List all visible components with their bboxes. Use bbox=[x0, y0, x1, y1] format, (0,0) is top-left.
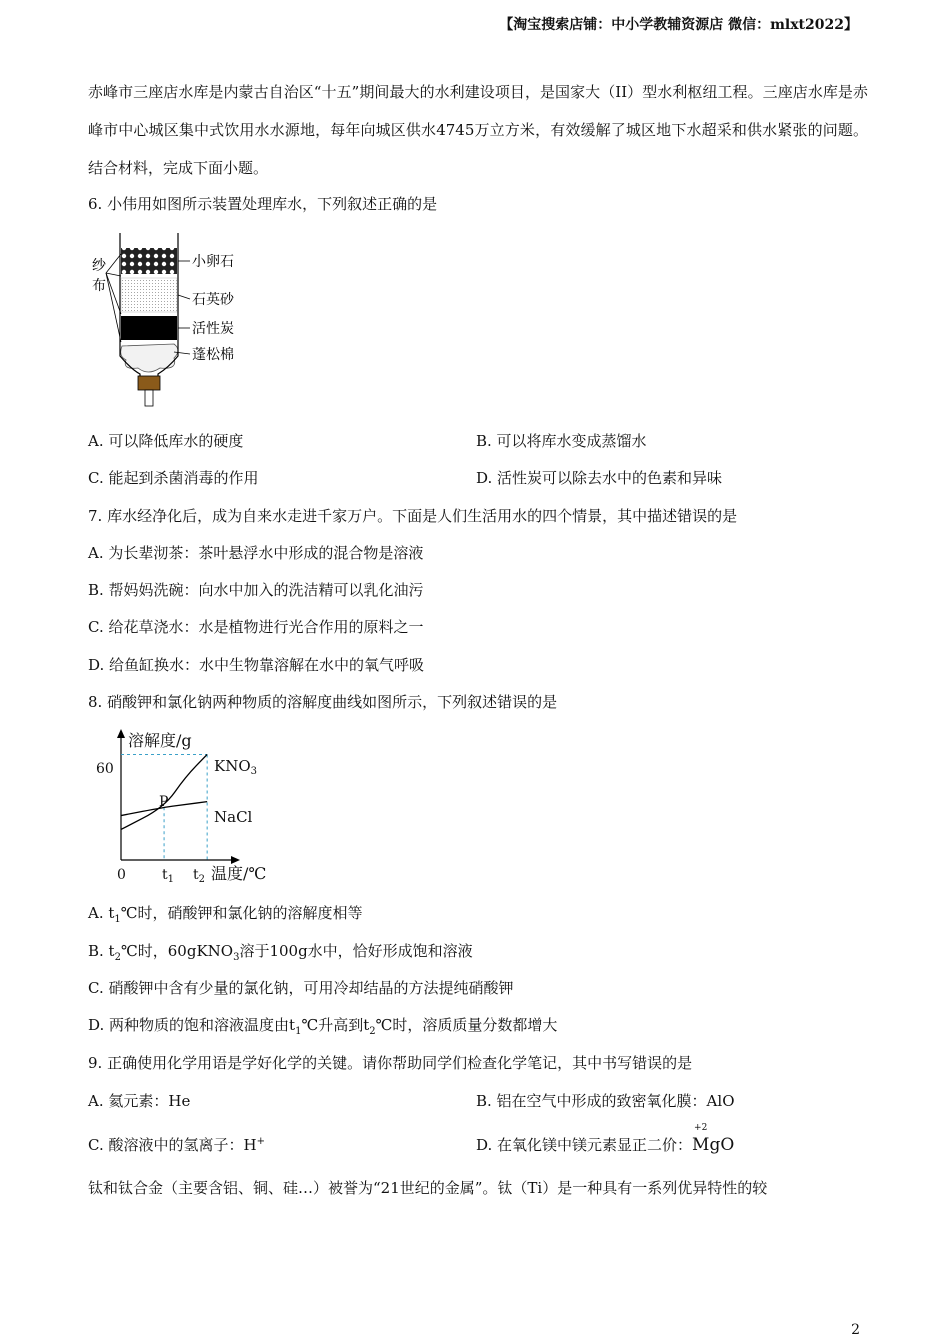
subscript: 2 bbox=[369, 1026, 376, 1037]
y-axis-arrow bbox=[117, 729, 125, 738]
subscript: 1 bbox=[295, 1026, 302, 1037]
kno3-series-label: $KNO_3$ bbox=[214, 757, 258, 777]
stopper bbox=[138, 376, 160, 390]
q6-option-b[interactable]: B. 可以将库水变成蒸馏水 bbox=[476, 432, 647, 450]
cotton-layer bbox=[121, 344, 178, 372]
q8-option-c[interactable]: C. 硝酸钾中含有少量的氯化钠，可用冷却结晶的方法提纯硝酸钾 bbox=[88, 979, 514, 997]
formula-part: gO bbox=[709, 1135, 735, 1155]
text-part: C. 酸溶液中的氢离子：H bbox=[88, 1136, 257, 1154]
page-header: 【淘宝搜索店铺：中小学教辅资源店 微信：mlxt2022】 bbox=[499, 17, 858, 33]
q6-stem: 6. 小伟用如图所示装置处理库水，下列叙述正确的是 bbox=[88, 195, 438, 213]
nacl-series-label: NaCl bbox=[214, 808, 253, 826]
text-part: B. t bbox=[88, 942, 115, 960]
q7-stem: 7. 库水经净化后，成为自来水走进千家万户。下面是人们生活用水的四个情景，其中描述错误的是 bbox=[88, 507, 738, 525]
layer-label: 石英砂 bbox=[192, 292, 234, 308]
kno3-curve bbox=[121, 754, 207, 829]
layer-label: 小卵石 bbox=[192, 254, 234, 270]
q6-option-d[interactable]: D. 活性炭可以除去水中的色素和异味 bbox=[476, 469, 723, 487]
q7-option-d[interactable]: D. 给鱼缸换水：水中生物靠溶解在水中的氧气呼吸 bbox=[88, 656, 425, 674]
intro-paragraph: 赤峰市三座店水库是内蒙古自治区“十五”期间最大的水利建设项目，是国家大（II）型水利枢纽工程。三座店水库是赤峰市中心城区集中式饮用水水源地，每年向城区供水4745万立方米，有效缓解了城区地下水超采和供水紧张的问题。结合材料，完成下面小题。 bbox=[88, 83, 868, 177]
y-tick-label: 60 bbox=[96, 761, 114, 777]
x-tick-label-t1: $t_1$ bbox=[162, 867, 175, 885]
valence-mark: +2 bbox=[694, 1123, 708, 1133]
superscript: + bbox=[256, 1136, 265, 1147]
text-part: ℃时，硝酸钾和氯化钠的溶解度相等 bbox=[120, 904, 363, 922]
subscript: 3 bbox=[233, 952, 240, 963]
sand-layer bbox=[121, 278, 177, 312]
pebble-layer bbox=[121, 248, 177, 274]
carbon-layer bbox=[121, 316, 177, 340]
gauze-label-2: 布 bbox=[92, 278, 106, 294]
text-part: D. 在氧化镁中镁元素显正二价： bbox=[476, 1136, 693, 1154]
text-part: 溶于100g水中，恰好形成饱和溶液 bbox=[239, 942, 473, 960]
page-number: 2 bbox=[851, 1322, 860, 1338]
outro-line: 钛和钛合金（主要含铝、铜、硅…）被誉为“21世纪的金属”。钛（Ti）是一种具有一系列优异特性的较 bbox=[88, 1179, 768, 1197]
subscript: 2 bbox=[114, 952, 121, 963]
text-part: A. t bbox=[88, 904, 115, 922]
q9-option-b[interactable]: B. 铝在空气中形成的致密氧化膜：AlO bbox=[476, 1092, 735, 1110]
q9-option-c[interactable] bbox=[88, 1134, 265, 1155]
q9-stem: 9. 正确使用化学用语是学好化学的关键。请你帮助同学们检查化学笔记，其中书写错误的是 bbox=[88, 1054, 693, 1072]
q7-option-c[interactable]: C. 给花草浇水：水是植物进行光合作用的原料之一 bbox=[88, 618, 424, 636]
q7-option-a[interactable]: A. 为长辈沏茶：茶叶悬浮水中形成的混合物是溶液 bbox=[88, 544, 424, 562]
q8-stem: 8. 硝酸钾和氯化钠两种物质的溶解度曲线如图所示，下列叙述错误的是 bbox=[88, 693, 558, 711]
origin-label: 0 bbox=[117, 867, 126, 883]
q9-option-a[interactable]: A. 氦元素：He bbox=[88, 1092, 191, 1110]
point-p-label: P bbox=[159, 794, 169, 810]
gauze-label-1: 纱 bbox=[92, 258, 106, 274]
outlet-tube bbox=[145, 390, 153, 406]
x-axis-arrow bbox=[231, 856, 240, 864]
subscript: 1 bbox=[114, 914, 121, 925]
text-part: ℃升高到t bbox=[301, 1016, 370, 1034]
layer-label: 活性炭 bbox=[192, 321, 234, 337]
q8-option-d[interactable] bbox=[88, 1014, 557, 1037]
text-part: ℃时，60gKNO bbox=[120, 942, 234, 960]
filter-apparatus-figure bbox=[88, 228, 258, 413]
q6-option-a[interactable]: A. 可以降低库水的硬度 bbox=[88, 432, 244, 450]
q6-option-c[interactable]: C. 能起到杀菌消毒的作用 bbox=[88, 469, 259, 487]
formula-part: M bbox=[692, 1135, 710, 1155]
x-axis-label: 温度/℃ bbox=[211, 864, 267, 883]
y-axis-label: 溶解度/g bbox=[128, 731, 192, 750]
q8-option-b[interactable] bbox=[88, 940, 473, 963]
solubility-chart bbox=[90, 725, 290, 890]
q9-option-d[interactable] bbox=[476, 1123, 735, 1155]
text-part: ℃时，溶质质量分数都增大 bbox=[375, 1016, 558, 1034]
q7-option-b[interactable]: B. 帮妈妈洗碗：向水中加入的洗洁精可以乳化油污 bbox=[88, 581, 424, 599]
mgo-formula bbox=[692, 1123, 735, 1155]
layer-label: 蓬松棉 bbox=[192, 347, 234, 363]
q8-option-a[interactable] bbox=[88, 902, 363, 925]
text-part: D. 两种物质的饱和溶液温度由t bbox=[88, 1016, 296, 1034]
x-tick-label-t2: $t_2$ bbox=[193, 867, 206, 885]
